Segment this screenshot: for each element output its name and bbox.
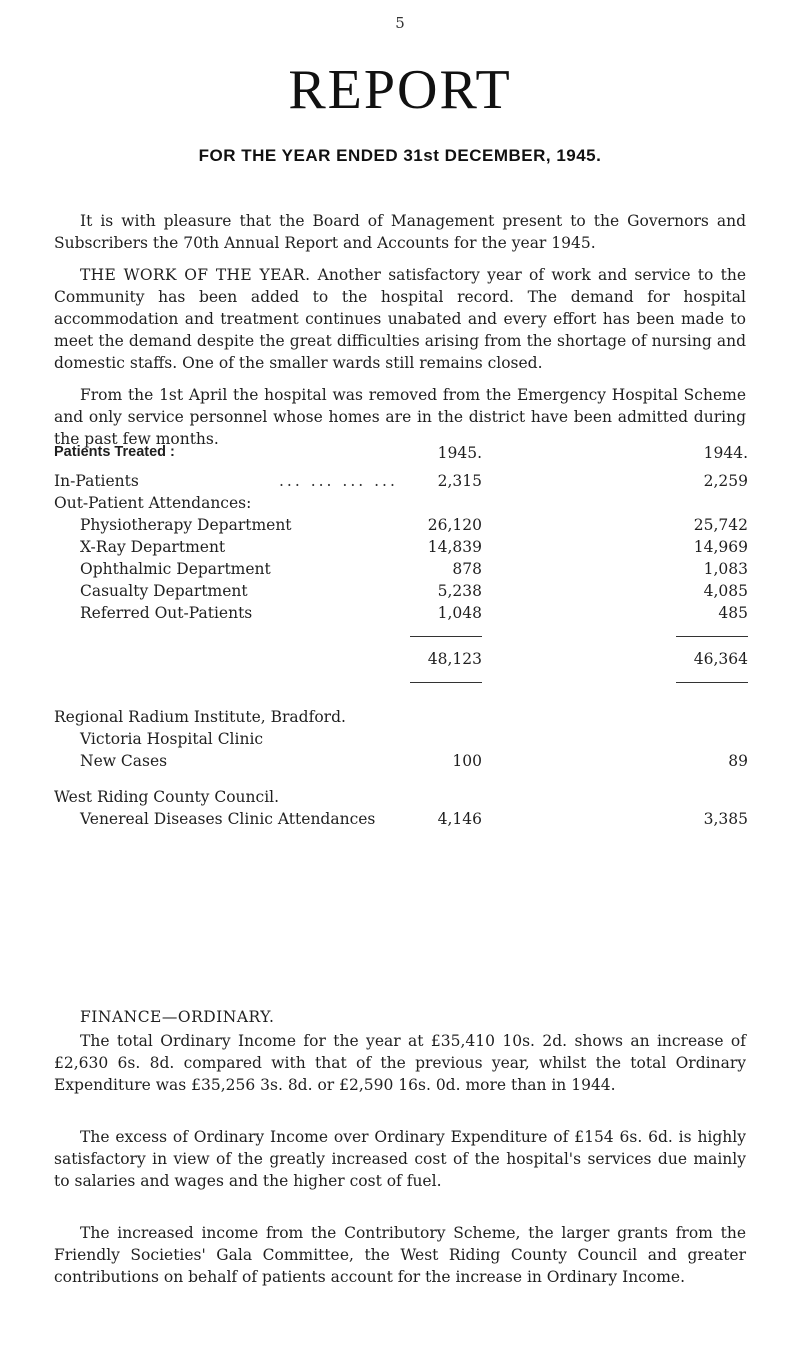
patients-table (54, 444, 774, 832)
total-1944: 46,364 (693, 650, 748, 668)
report-subtitle: FOR THE YEAR ENDED 31st DECEMBER, 1945. (198, 146, 602, 165)
rule-1944-bottom (676, 682, 748, 683)
report-title: REPORT (288, 59, 512, 121)
work-heading: THE WORK OF THE YEAR. (80, 266, 311, 284)
rule-1944 (676, 636, 748, 637)
radium-row-1 (54, 708, 774, 730)
outpatient-heading: Out-Patient Attendances: (54, 494, 252, 512)
total-1945: 48,123 (427, 650, 482, 668)
venereal-row-1 (54, 788, 774, 810)
row-label: Casualty Department (80, 582, 248, 600)
radium-row-2 (54, 730, 774, 752)
value-1945: 14,839 (427, 538, 482, 556)
value-1944: 3,385 (703, 810, 748, 828)
value-1945: 5,238 (437, 582, 482, 600)
outpatient-heading-row (54, 494, 774, 516)
county-council: West Riding County Council. (54, 788, 280, 806)
table-row (54, 604, 774, 626)
finance-paragraph-3: The increased income from the Contributory Scheme, the larger grants from the Friendly Societies' Gala Committee, the West Riding County Council and greater contributions on behalf of patients account for the increase in Ordinary Income. (54, 1224, 746, 1286)
rule-1945-bottom (410, 682, 482, 683)
value-1945: 4,146 (437, 810, 482, 828)
value-1945: 100 (452, 752, 482, 770)
leader-dots: ... ... ... ... (279, 472, 398, 490)
table-total-row (54, 650, 774, 672)
table-row (54, 538, 774, 560)
finance-paragraph-2: The excess of Ordinary Income over Ordinary Expenditure of £154 6s. 6d. is highly satisfactory in view of the greatly increased cost of the hospital's services due mainly to salaries and wages and the higher cost of fuel. (54, 1128, 746, 1190)
table-header-row (54, 444, 774, 466)
row-label: In-Patients (54, 472, 139, 490)
total-rules (54, 626, 774, 650)
finance-paragraph-1: The total Ordinary Income for the year at £35,410 10s. 2d. shows an increase of £2,630 6s. 8d. compared with that of the previous year, whilst the total Ordinary Expenditure was £35,256 3s. 8d. or £2,590 16s. 0d. more than in 1944. (54, 1032, 746, 1094)
page-number: 5 (395, 14, 405, 32)
value-1944: 14,969 (693, 538, 748, 556)
rule-1945 (410, 636, 482, 637)
value-1944: 25,742 (693, 516, 748, 534)
row-label: Physiotherapy Department (80, 516, 292, 534)
table-row (54, 582, 774, 604)
radium-new-cases-row (54, 752, 774, 774)
value-1944: 1,083 (703, 560, 748, 578)
row-label: Ophthalmic Department (80, 560, 271, 578)
radium-clinic: Victoria Hospital Clinic (80, 730, 264, 748)
value-1945: 2,315 (437, 472, 482, 490)
year-1945-header: 1945. (437, 444, 482, 462)
row-label: Venereal Diseases Clinic Attendances (80, 810, 376, 828)
total-rules-bottom (54, 672, 774, 694)
table-heading: Patients Treated : (54, 444, 175, 460)
intro-paragraph: It is with pleasure that the Board of Management present to the Governors and Subscribers the 70th Annual Report and Accounts for the year 1945. (54, 212, 746, 252)
row-label: X-Ray Department (80, 538, 226, 556)
value-1944: 2,259 (703, 472, 748, 490)
value-1944: 485 (718, 604, 748, 622)
value-1944: 89 (728, 752, 748, 770)
table-row (54, 516, 774, 538)
year-1944-header: 1944. (703, 444, 748, 462)
value-1944: 4,085 (703, 582, 748, 600)
value-1945: 1,048 (437, 604, 482, 622)
radium-institute: Regional Radium Institute, Bradford. (54, 708, 346, 726)
finance-heading: FINANCE—ORDINARY. (80, 1008, 275, 1026)
work-text: Another satisfactory year of work and service to the Community has been added to the hospital record. The demand for hospital accommodation and treatment continues unabated and every effort has been made to meet the demand despite the great difficulties arising from the shortage of nursing and domestic staffs. One of the smaller wards still remains closed. (54, 266, 746, 372)
row-label: Referred Out-Patients (80, 604, 253, 622)
emergency-paragraph: From the 1st April the hospital was removed from the Emergency Hospital Scheme and only service personnel whose homes are in the district have been admitted during the past few months. (54, 386, 746, 448)
table-row (54, 560, 774, 582)
value-1945: 26,120 (427, 516, 482, 534)
venereal-attendances-row (54, 810, 774, 832)
row-label: New Cases (80, 752, 168, 770)
value-1945: 878 (452, 560, 482, 578)
work-paragraph (54, 264, 746, 374)
table-row-inpatients (54, 472, 774, 494)
